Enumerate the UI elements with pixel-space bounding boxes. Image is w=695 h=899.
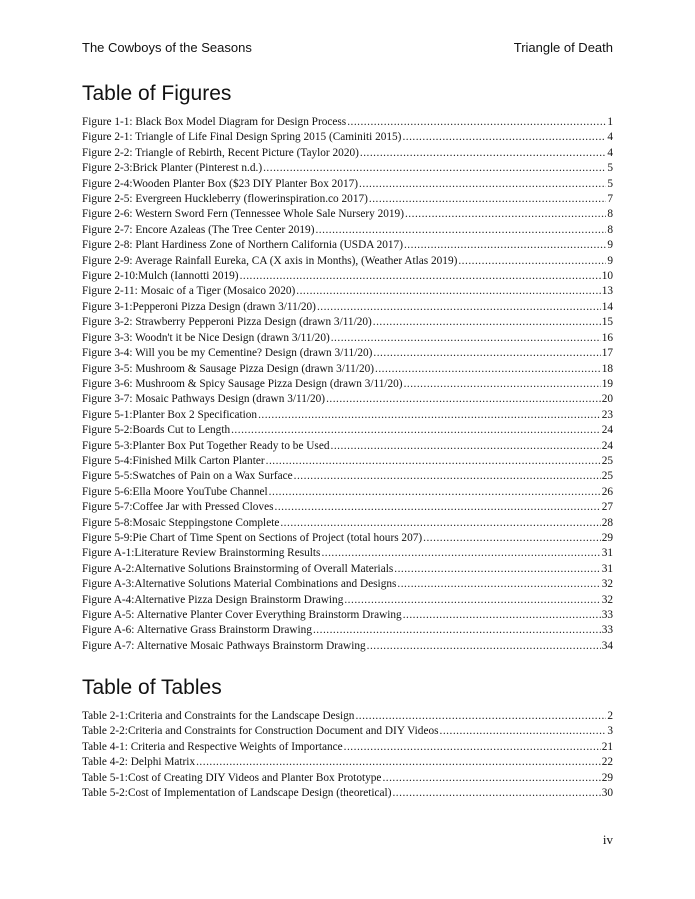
header-section-title: Triangle of Death (513, 40, 613, 55)
toc-entry-page: 5 (607, 162, 613, 175)
figure-entry[interactable] (82, 362, 613, 377)
toc-entry-page: 2 (607, 710, 613, 722)
toc-entry-label: Figure 5-6:Ella Moore YouTube Channel (82, 485, 268, 498)
dot-leader (367, 639, 601, 654)
toc-entry-label: Figure 2-2: Triangle of Rebirth, Recent Picture (Taylor 2020) (82, 146, 359, 159)
toc-entry-label: Figure 2-3:Brick Planter (Pinterest n.d.) (82, 162, 263, 175)
figure-entry[interactable] (82, 223, 613, 238)
figure-entry[interactable] (82, 500, 613, 515)
figure-entry[interactable] (82, 485, 613, 500)
toc-entry-label: Figure 2-5: Evergreen Huckleberry (flowerinspiration.co 2017) (82, 193, 368, 206)
toc-entry-page: 8 (607, 223, 613, 236)
figure-entry[interactable] (82, 408, 613, 423)
figure-entry[interactable] (82, 284, 613, 299)
toc-entry-page: 31 (601, 562, 613, 575)
table-of-figures-list (82, 115, 613, 654)
figure-entry[interactable] (82, 130, 613, 145)
dot-leader (231, 423, 601, 438)
toc-entry-label: Figure 2-6: Western Sword Fern (Tennessee Whole Sale Nursery 2019) (82, 208, 404, 221)
toc-entry-page: 26 (601, 485, 613, 498)
toc-entry-page: 21 (601, 740, 613, 753)
dot-leader (266, 454, 601, 469)
toc-entry-label: Figure 5-1:Planter Box 2 Specification (82, 408, 258, 421)
figure-entry[interactable] (82, 439, 613, 454)
dot-leader (280, 516, 600, 531)
figure-entry[interactable] (82, 377, 613, 392)
figure-entry[interactable] (82, 346, 613, 361)
figure-entry[interactable] (82, 192, 613, 207)
dot-leader (403, 608, 601, 623)
figure-entry[interactable] (82, 639, 613, 654)
figure-entry[interactable] (82, 562, 613, 577)
toc-entry-label: Figure A-2:Alternative Solutions Brainstorming of Overall Materials (82, 562, 394, 575)
toc-entry-label: Table 2-2:Criteria and Constraints for Construction Document and DIY Videos (82, 725, 439, 738)
table-entry[interactable] (82, 724, 613, 739)
toc-entry-page: 4 (607, 131, 613, 144)
toc-entry-label: Figure 3-3: Woodn't it be Nice Design (drawn 3/11/20) (82, 331, 330, 344)
dot-leader (296, 284, 600, 299)
dot-leader (344, 593, 600, 608)
figure-entry[interactable] (82, 269, 613, 284)
toc-entry-page: 10 (601, 270, 613, 283)
toc-entry-label: Figure 2-8: Plant Hardiness Zone of Northern California (USDA 2017) (82, 239, 403, 252)
toc-entry-page: 13 (601, 285, 613, 298)
toc-entry-label: Figure 5-5:Swatches of Pain on a Wax Surface (82, 470, 293, 483)
toc-entry-label: Figure 3-4: Will you be my Cementine? Design (drawn 3/11/20) (82, 347, 373, 360)
dot-leader (397, 577, 600, 592)
toc-entry-label: Figure 2-9: Average Rainfall Eureka, CA (X axis in Months), (Weather Atlas 2019) (82, 254, 458, 267)
figure-entry[interactable] (82, 608, 613, 623)
toc-entry-page: 23 (601, 408, 613, 421)
dot-leader (331, 331, 601, 346)
toc-entry-label: Figure 3-7: Mosaic Pathways Design (drawn 3/11/20) (82, 393, 326, 406)
figure-entry[interactable] (82, 623, 613, 638)
toc-entry-label: Figure 3-1:Pepperoni Pizza Design (drawn 3/11/20) (82, 300, 316, 313)
dot-leader (392, 786, 600, 801)
toc-entry-label: Figure 2-10:Mulch (Iannotti 2019) (82, 270, 239, 283)
toc-entry-page: 15 (601, 316, 613, 329)
toc-entry-label: Figure 2-7: Encore Azaleas (The Tree Center 2019) (82, 223, 315, 236)
toc-entry-label: Figure A-4:Alternative Pizza Design Brainstorm Drawing (82, 593, 344, 606)
toc-entry-page: 27 (601, 501, 613, 514)
table-entry[interactable] (82, 709, 613, 724)
table-entry[interactable] (82, 755, 613, 770)
toc-entry-page: 25 (601, 454, 613, 467)
figure-entry[interactable] (82, 577, 613, 592)
toc-entry-page: 17 (601, 347, 613, 360)
toc-entry-label: Figure 5-9:Pie Chart of Time Spent on Sections of Project (total hours 207) (82, 531, 423, 544)
toc-entry-page: 24 (601, 439, 613, 452)
toc-entry-page: 30 (601, 787, 613, 800)
toc-entry-page: 31 (601, 547, 613, 560)
toc-entry-label: Figure 1-1: Black Box Model Diagram for Design Process (82, 116, 347, 128)
dot-leader (240, 269, 601, 284)
dot-leader (315, 223, 606, 238)
figure-entry[interactable] (82, 115, 613, 130)
toc-entry-page: 16 (601, 331, 613, 344)
dot-leader (269, 485, 601, 500)
toc-entry-page: 18 (601, 362, 613, 375)
toc-entry-page: 28 (601, 516, 613, 529)
toc-entry-page: 24 (601, 424, 613, 437)
figure-entry[interactable] (82, 546, 613, 561)
toc-entry-label: Figure 2-1: Triangle of Life Final Design Spring 2015 (Caminiti 2015) (82, 131, 402, 144)
dot-leader (313, 623, 601, 638)
dot-leader (373, 315, 601, 330)
dot-leader (405, 207, 606, 222)
toc-entry-label: Figure 5-3:Planter Box Put Together Ready to be Used (82, 439, 330, 452)
table-of-tables-list (82, 709, 613, 801)
table-entry[interactable] (82, 771, 613, 786)
toc-entry-label: Figure 5-8:Mosaic Steppingstone Complete (82, 516, 280, 529)
dot-leader (423, 531, 601, 546)
toc-entry-page: 32 (601, 578, 613, 591)
running-header (82, 40, 613, 55)
dot-leader (263, 161, 606, 176)
toc-entry-page: 5 (607, 177, 613, 190)
toc-entry-label: Figure A-5: Alternative Planter Cover Everything Brainstorm Drawing (82, 609, 402, 621)
dot-leader (294, 469, 601, 484)
figure-entry[interactable] (82, 315, 613, 330)
figure-entry[interactable] (82, 300, 613, 315)
toc-entry-label: Figure 5-2:Boards Cut to Length (82, 424, 231, 437)
toc-entry-label: Table 4-1: Criteria and Respective Weights of Importance (82, 740, 343, 753)
dot-leader (440, 724, 607, 739)
dot-leader (275, 500, 601, 515)
dot-leader (373, 346, 600, 361)
dot-leader (382, 771, 600, 786)
toc-entry-label: Figure A-3:Alternative Solutions Material Combinations and Designs (82, 578, 397, 591)
figure-entry[interactable] (82, 207, 613, 222)
toc-entry-page: 9 (607, 254, 613, 267)
page-number: iv (602, 832, 613, 847)
dot-leader (404, 377, 601, 392)
dot-leader (394, 562, 600, 577)
figure-entry[interactable] (82, 454, 613, 469)
dot-leader (369, 192, 606, 207)
toc-entry-page: 32 (601, 593, 613, 606)
toc-entry-page: 8 (607, 208, 613, 221)
dot-leader (344, 740, 601, 755)
toc-entry-label: Figure 5-7:Coffee Jar with Pressed Cloves (82, 501, 274, 514)
dot-leader (404, 238, 606, 253)
dot-leader (317, 300, 601, 315)
dot-leader (458, 254, 606, 269)
toc-entry-label: Figure 3-6: Mushroom & Spicy Sausage Pizza Design (drawn 3/11/20) (82, 377, 403, 390)
figure-entry[interactable] (82, 331, 613, 346)
dot-leader (359, 177, 606, 192)
dot-leader (196, 755, 601, 770)
dot-leader (402, 130, 606, 145)
figure-entry[interactable] (82, 392, 613, 407)
toc-entry-label: Table 2-1:Criteria and Constraints for the Landscape Design (82, 710, 355, 722)
toc-entry-label: Figure 2-11: Mosaic of a Tiger (Mosaico 2020) (82, 285, 296, 298)
toc-entry-page: 4 (607, 146, 613, 159)
toc-entry-label: Figure 3-2: Strawberry Pepperoni Pizza Design (drawn 3/11/20) (82, 316, 372, 329)
toc-entry-page: 29 (601, 531, 613, 544)
figure-entry[interactable] (82, 593, 613, 608)
toc-entry-label: Table 5-2:Cost of Implementation of Landscape Design (theoretical) (82, 787, 392, 800)
table-entry[interactable] (82, 740, 613, 755)
figure-entry[interactable] (82, 254, 613, 269)
toc-entry-label: Table 5-1:Cost of Creating DIY Videos and Planter Box Prototype (82, 771, 382, 784)
figure-entry[interactable] (82, 161, 613, 176)
figure-entry[interactable] (82, 146, 613, 161)
toc-entry-page: 33 (601, 609, 613, 621)
figure-entry[interactable] (82, 531, 613, 546)
dot-leader (347, 115, 606, 130)
toc-entry-page: 22 (601, 756, 613, 769)
toc-entry-label: Figure A-6: Alternative Grass Brainstorm Drawing (82, 624, 312, 637)
toc-entry-page: 34 (601, 639, 613, 652)
toc-entry-label: Figure 5-4:Finished Milk Carton Planter (82, 454, 265, 467)
table-of-figures-heading: Table of Figures (82, 82, 232, 105)
toc-entry-label: Figure 3-5: Mushroom & Sausage Pizza Design (drawn 3/11/20) (82, 362, 374, 375)
toc-entry-label: Figure A-1:Literature Review Brainstorming Results (82, 547, 321, 560)
toc-entry-label: Table 4-2: Delphi Matrix (82, 756, 196, 769)
figure-entry[interactable] (82, 423, 613, 438)
toc-entry-page: 20 (601, 393, 613, 406)
dot-leader (258, 408, 601, 423)
toc-entry-page: 25 (601, 470, 613, 483)
dot-leader (321, 546, 600, 561)
dot-leader (360, 146, 606, 161)
toc-entry-page: 7 (607, 193, 613, 206)
toc-entry-label: Figure 2-4:Wooden Planter Box ($23 DIY Planter Box 2017) (82, 177, 359, 190)
toc-entry-page: 3 (607, 725, 613, 738)
toc-entry-page: 19 (601, 377, 613, 390)
header-document-title: The Cowboys of the Seasons (82, 40, 252, 55)
figure-entry[interactable] (82, 238, 613, 253)
dot-leader (355, 709, 606, 724)
table-entry[interactable] (82, 786, 613, 801)
table-of-tables-heading: Table of Tables (82, 676, 222, 699)
figure-entry[interactable] (82, 516, 613, 531)
toc-entry-page: 9 (607, 239, 613, 252)
toc-entry-page: 29 (601, 771, 613, 784)
dot-leader (331, 439, 601, 454)
toc-entry-page: 33 (601, 624, 613, 637)
toc-entry-label: Figure A-7: Alternative Mosaic Pathways Brainstorm Drawing (82, 639, 366, 652)
figure-entry[interactable] (82, 177, 613, 192)
toc-entry-page: 14 (601, 300, 613, 313)
dot-leader (375, 362, 601, 377)
dot-leader (326, 392, 601, 407)
toc-entry-page: 1 (607, 116, 613, 128)
figure-entry[interactable] (82, 469, 613, 484)
